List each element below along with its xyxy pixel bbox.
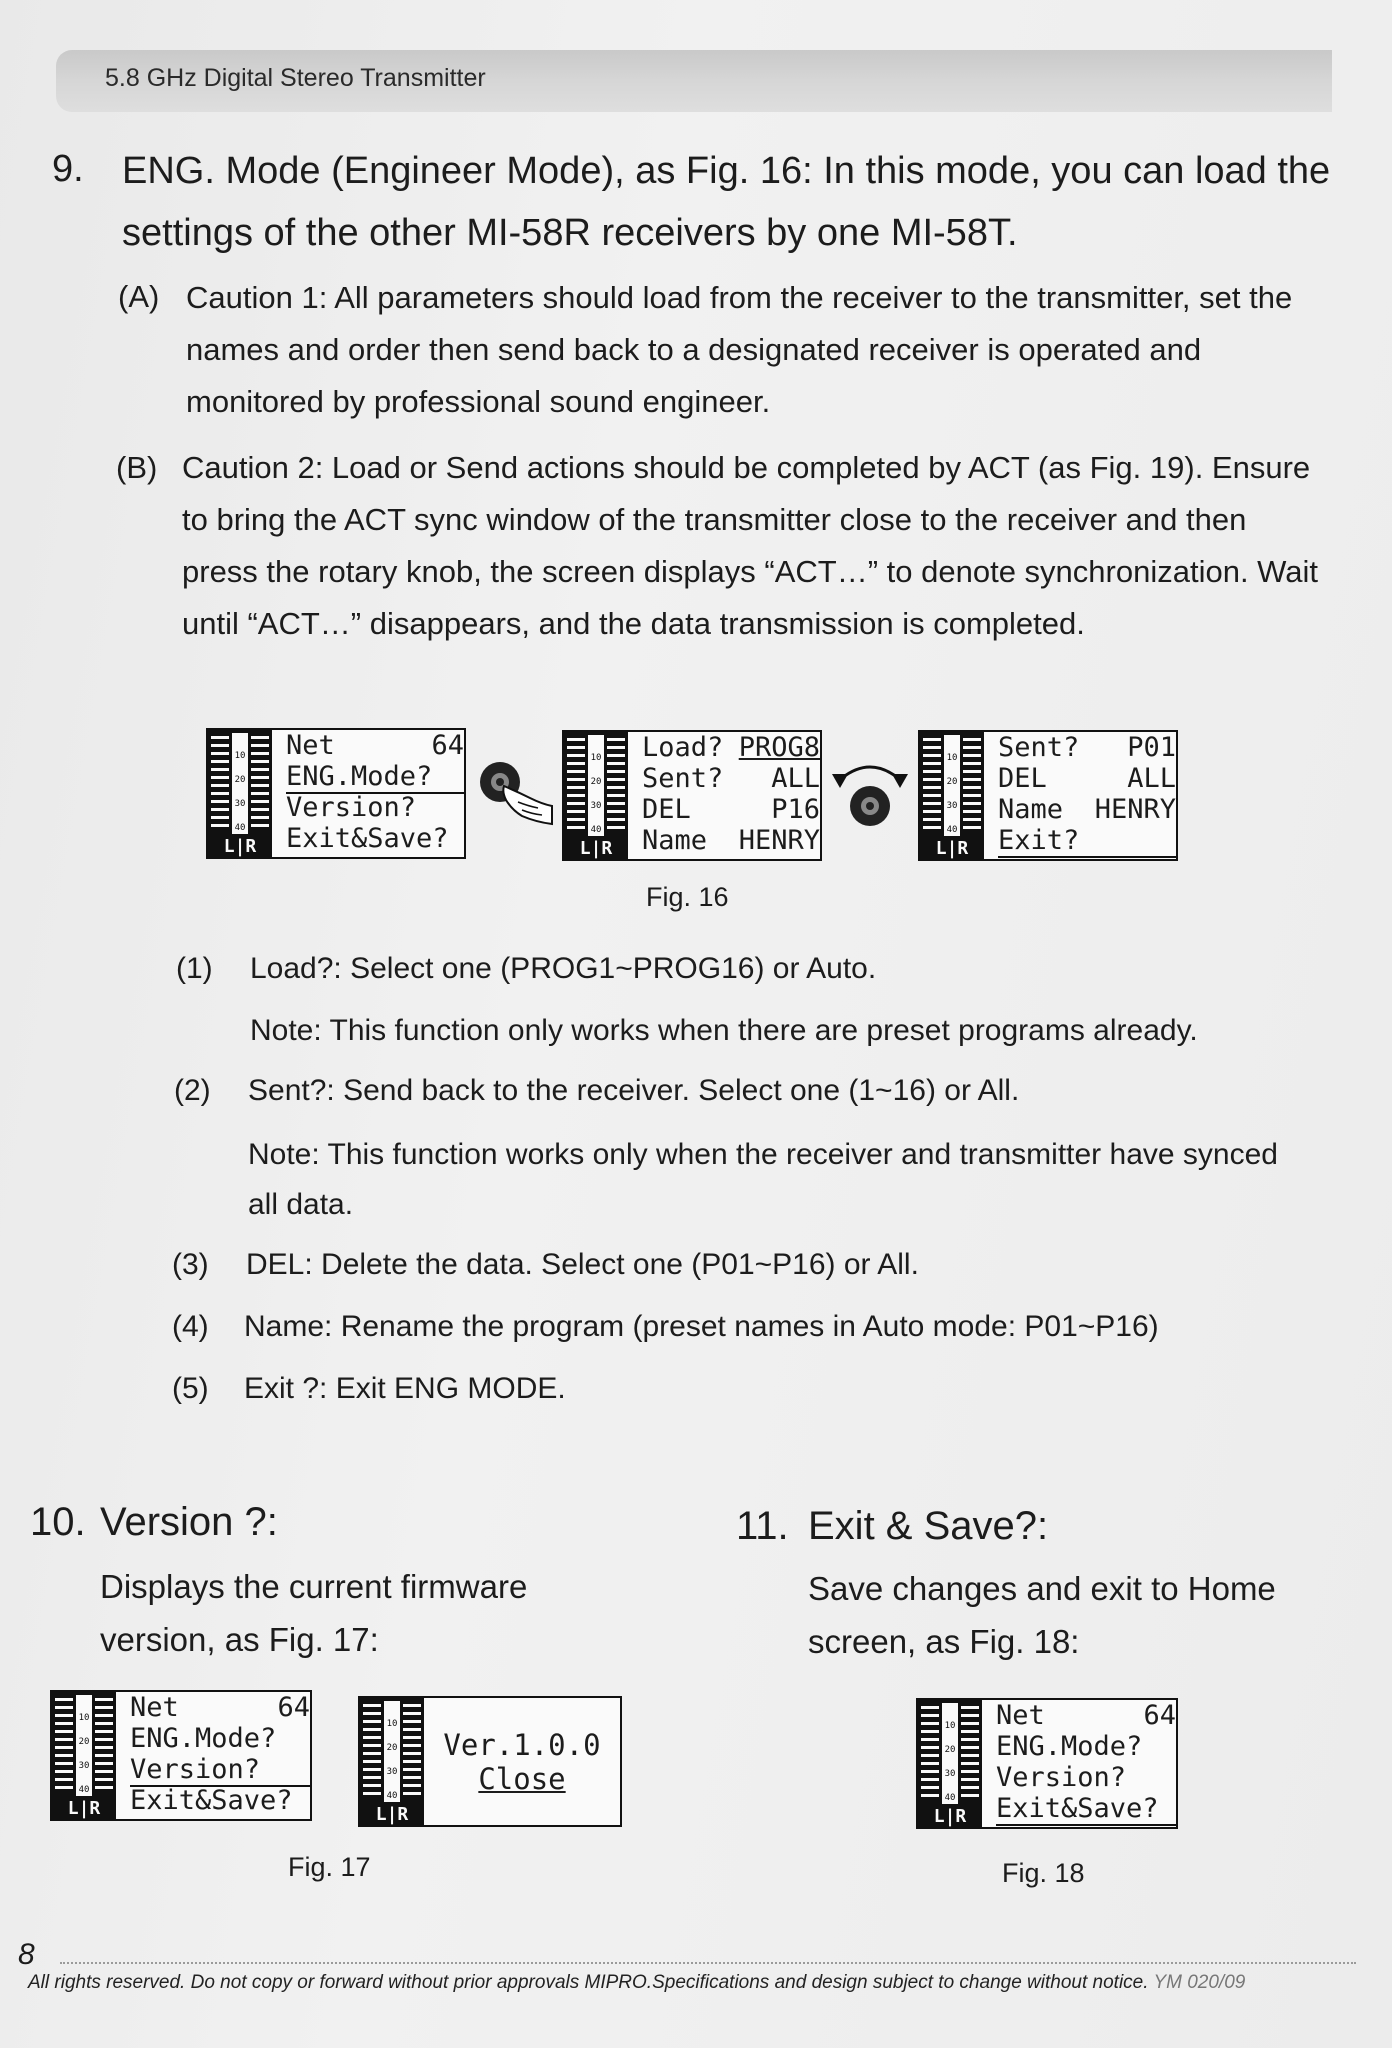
menu-line: Net [130,1692,179,1723]
fig16-lcd-eng-load [562,730,822,861]
menu-line: Exit&Save? [286,823,449,854]
meter-tick-30: 30 [590,801,602,811]
meter-tick-30: 30 [386,1767,398,1777]
item-3-text: DEL: Delete the data. Select one (P01~P16) or All. [246,1248,919,1281]
menu-value: P16 [771,794,820,825]
meter-tick-20: 20 [386,1743,398,1753]
section-11-title: Exit & Save?: [808,1504,1049,1548]
menu-value: 64 [431,730,464,761]
meter-tick-30: 30 [234,799,246,809]
fig16-lcd-eng-sent [918,730,1178,861]
meter-tick-20: 20 [944,1745,956,1755]
meter-tick-20: 20 [78,1737,90,1747]
menu-value: 64 [1143,1700,1176,1731]
menu-line: DEL [998,763,1047,794]
fig18-caption: Fig. 18 [1002,1858,1085,1888]
page-number: 8 [18,1938,35,1971]
meter-tick-30: 30 [78,1761,90,1771]
level-meter-icon [918,1700,982,1827]
menu-value-selected: PROG8 [738,732,820,763]
item-3-number: (3) [172,1248,209,1281]
menu-line: Load? [642,732,724,763]
item-1-number: (1) [176,952,213,985]
meter-tick-10: 10 [590,753,602,763]
fig18-lcd-main-menu [916,1698,1178,1829]
meter-channels: L|R [223,836,257,857]
meter-tick-40: 40 [590,825,602,835]
menu-line: Exit&Save? [130,1785,293,1816]
section-10-number: 10. [30,1500,86,1544]
menu-value: HENRY [738,825,820,856]
section-10-body: Displays the current firmware version, as Fig. 17: [100,1568,528,1658]
menu-value: P01 [1127,732,1176,763]
item-2-number: (2) [174,1074,211,1107]
meter-tick-30: 30 [946,801,958,811]
item-1-text: Load?: Select one (PROG1~PROG16) or Auto. [250,952,877,985]
menu-line: Version? [286,792,417,823]
level-meter-icon [920,732,984,859]
menu-line-selected: Exit? [998,825,1080,856]
meter-channels: L|R [933,1806,967,1827]
footer-text-line [28,1972,1245,1994]
fig16-lcd-main-menu [206,728,466,859]
caution-a-label: (A) [118,279,160,314]
meter-channels: L|R [935,838,969,859]
press-knob-hand-icon [478,752,558,830]
menu-line: ENG.Mode? [130,1723,277,1754]
level-meter-icon [208,730,272,857]
menu-line: DEL [642,794,691,825]
meter-tick-10: 10 [946,753,958,763]
section-9-text: ENG. Mode (Engineer Mode), as Fig. 16: In this mode, you can load the settings of the other MI-58R receivers by one MI-58T. [122,150,1331,254]
item-4-number: (4) [172,1310,209,1343]
section-11-body: Save changes and exit to Home screen, as Fig. 18: [808,1570,1276,1660]
meter-tick-20: 20 [946,777,958,787]
menu-value: ALL [1127,763,1176,794]
menu-line-selected: ENG.Mode? [286,761,433,792]
menu-value: 64 [277,1692,310,1723]
menu-line: Version? [996,1762,1127,1793]
fig16-caption: Fig. 16 [646,882,729,912]
footer-code: YM 020/09 [1153,1972,1246,1993]
level-meter-icon [360,1698,424,1825]
meter-channels: L|R [67,1798,101,1819]
meter-channels: L|R [375,1804,409,1825]
meter-tick-20: 20 [234,775,246,785]
menu-line: Name [998,794,1064,825]
fig17-lcd-main-menu [50,1690,312,1821]
meter-tick-10: 10 [944,1721,956,1731]
item-4-text: Name: Rename the program (preset names in Auto mode: P01~P16) [244,1310,1159,1343]
menu-line: Net [996,1700,1045,1731]
level-meter-icon [52,1692,116,1819]
meter-tick-30: 30 [944,1769,956,1779]
meter-tick-40: 40 [234,823,246,833]
section-11-number: 11. [736,1504,789,1548]
meter-tick-40: 40 [946,825,958,835]
menu-line: Name [642,825,708,856]
menu-line-selected: Version? [130,1754,261,1785]
meter-channels: L|R [579,838,613,859]
meter-tick-10: 10 [78,1713,90,1723]
section-10-title: Version ?: [100,1500,278,1544]
item-1-note: Note: This function only works when there are preset programs already. [250,1014,1198,1047]
section-9-number: 9. [52,148,84,190]
header-title: 5.8 GHz Digital Stereo Transmitter [105,64,486,92]
close-option: Close [478,1761,566,1796]
menu-line: Sent? [642,763,724,794]
caution-a-text: Caution 1: All parameters should load from the receiver to the transmitter, set the names and order then send back to a designated receiver is operated and monitored by professional sound engineer. [186,280,1293,419]
meter-tick-10: 10 [234,751,246,761]
meter-tick-40: 40 [944,1793,956,1803]
meter-tick-20: 20 [590,777,602,787]
meter-tick-10: 10 [386,1719,398,1729]
caution-b-label: (B) [116,450,158,485]
menu-line: Net [286,730,335,761]
item-5-number: (5) [172,1372,209,1405]
menu-line: Sent? [998,732,1080,763]
menu-value: ALL [771,763,820,794]
meter-tick-40: 40 [386,1791,398,1801]
caution-b-text: Caution 2: Load or Send actions should be completed by ACT (as Fig. 19). Ensure to bring the ACT sync window of the transmitter close to the receiver and then press the rotary knob, the screen displays “ACT…” to denote synchronization. Wait until “ACT…” disappears, and the data transmission is completed. [182,450,1319,641]
menu-value: HENRY [1094,794,1176,825]
rotate-knob-icon [830,760,910,830]
footer-rule [60,1962,1356,1964]
firmware-version: Ver.1.0.0 [443,1727,601,1762]
level-meter-icon [564,732,628,859]
menu-line: ENG.Mode? [996,1731,1143,1762]
item-2-text: Sent?: Send back to the receiver. Select one (1~16) or All. [248,1074,1020,1107]
fig17-caption: Fig. 17 [288,1852,371,1882]
menu-line-selected: Exit&Save? [996,1793,1159,1824]
fig17-lcd-version [358,1696,622,1827]
meter-tick-40: 40 [78,1785,90,1795]
item-5-text: Exit ?: Exit ENG MODE. [244,1372,566,1405]
item-2-note: Note: This function works only when the receiver and transmitter have synced all data. [248,1138,1278,1221]
footer-rights: All rights reserved. Do not copy or forward without prior approvals MIPRO.Specifications and design subject to change without notice. [28,1972,1149,1993]
